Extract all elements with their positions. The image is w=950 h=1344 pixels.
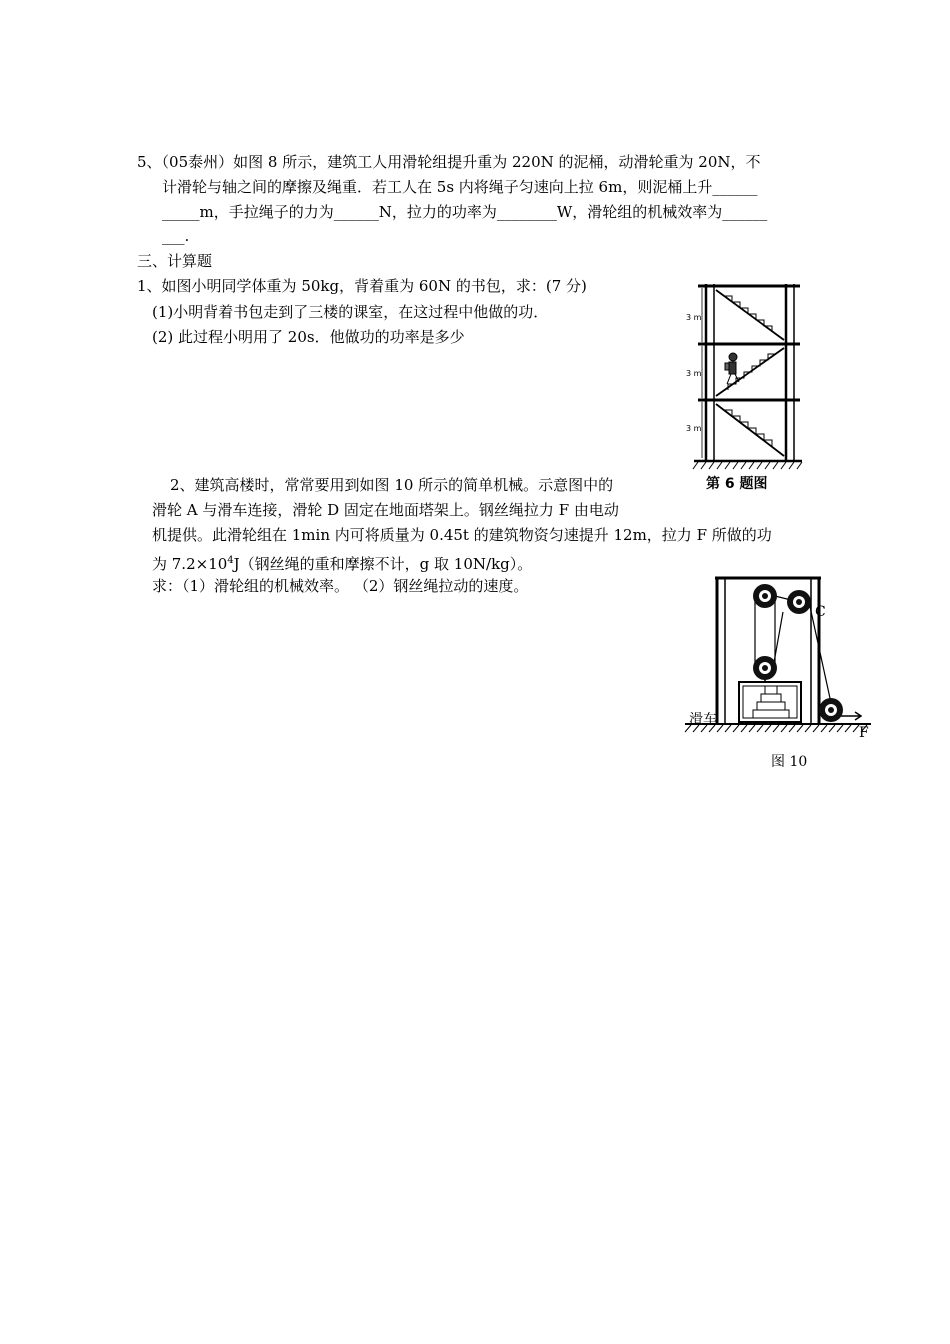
p2-line4-post: J（钢丝绳的重和摩擦不计，g 取 10N/kg）。: [233, 555, 533, 573]
p2-line4-exponent: 4: [227, 555, 234, 566]
floor-height-label-2: 3 m: [686, 369, 702, 378]
q5-line1: 5、（05泰州）如图 8 所示，建筑工人用滑轮组提升重为 220N 的泥桶，动滑轮重为 20N，不: [137, 153, 761, 171]
p2-line3: 机提供。此滑轮组在 1min 内可将质量为 0.45t 的建筑物资匀速提升 12m，拉力 F 所做的功: [152, 526, 772, 544]
pulley-figure-drawing: [683, 572, 873, 772]
q5-line3: _____m，手拉绳子的力为______N，拉力的功率为________W，滑轮组的机械效率为______: [162, 203, 768, 221]
p2-questions: 求：（1）滑轮组的机械效率。 （2）钢丝绳拉动的速度。: [152, 577, 529, 595]
section-heading: 三、计算题: [137, 252, 213, 270]
floor-height-label-1: 3 m: [686, 424, 702, 433]
q5-line2: 计滑轮与轴之间的摩擦及绳重．若工人在 5s 内将绳子匀速向上拉 6m，则泥桶上升______: [162, 178, 758, 196]
p2-line2: 滑轮 A 与滑车连接，滑轮 D 固定在地面塔架上。钢丝绳拉力 F 由电动: [152, 501, 619, 519]
p1-sub1: (1)小明背着书包走到了三楼的课室，在这过程中他做的功．: [152, 303, 549, 321]
p1-question: 1、如图小明同学体重为 50kg，背着重为 60N 的书包，求：(7 分): [137, 277, 587, 295]
staircase-caption: 第 6 题图: [706, 476, 768, 492]
staircase-figure-drawing: [684, 278, 804, 496]
pulley-figure: [683, 572, 873, 772]
cart-label: 滑车: [689, 712, 717, 728]
p2-line4: [152, 551, 532, 574]
pulley-label-c: C: [815, 604, 826, 620]
p2-line4-pre: 为 7.2×10: [152, 555, 228, 573]
pulley-caption: 图 10: [771, 754, 808, 770]
p1-sub2: (2) 此过程小明用了 20s．他做功的功率是多少: [152, 328, 465, 346]
force-label: F: [859, 725, 869, 741]
floor-height-label-3: 3 m: [686, 313, 702, 322]
staircase-figure: [684, 278, 804, 496]
q5-line4: ___.: [162, 227, 190, 245]
p2-line1: 2、建筑高楼时，常常要用到如图 10 所示的简单机械。示意图中的: [170, 476, 614, 494]
